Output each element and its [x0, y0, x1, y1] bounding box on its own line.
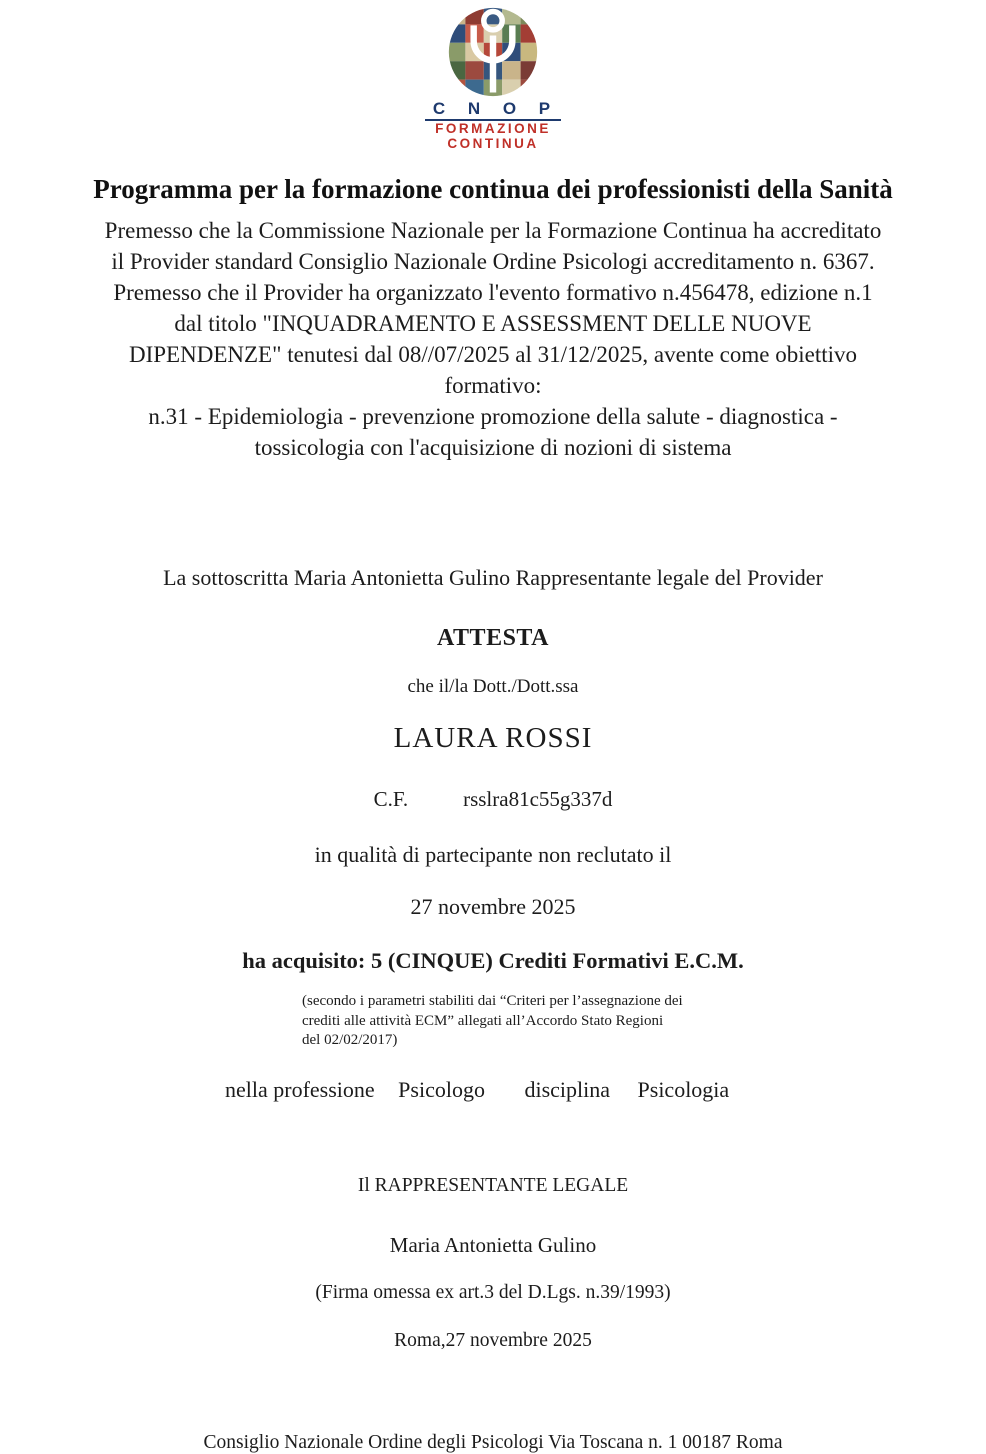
discipline-label: disciplina — [524, 1076, 611, 1102]
legal-representative-name: Maria Antonietta Gulino — [389, 1232, 597, 1257]
premise-line: formativo: — [444, 373, 542, 398]
event-date: 27 novembre 2025 — [410, 894, 576, 919]
profession-label: nella professione — [225, 1076, 375, 1102]
premise-line: DIPENDENZE" tenutesi dal 08//07/2025 al 31/12/2025, avente come obiettivo — [128, 342, 857, 367]
logo-acronym: C N O P — [425, 100, 561, 121]
premise-line: dal titolo "INQUADRAMENTO E ASSESSMENT DELLE NUOVE — [174, 311, 812, 336]
logo-formazione-label: FORMAZIONE — [435, 120, 551, 136]
attesta-heading: ATTESTA — [437, 625, 549, 651]
premise-line: Premesso che il Provider ha organizzato l'evento formativo n.456478, edizione n.1 — [113, 280, 873, 305]
objective-line: tossicologia con l'acquisizione di nozioni di sistema — [254, 435, 732, 460]
premise-line: Premesso che la Commissione Nazionale per la Formazione Continua ha accreditato — [104, 218, 882, 243]
declarant-line: La sottoscritta Maria Antonietta Gulino Rappresentante legale del Provider — [163, 565, 823, 590]
profession-value: Psicologo — [398, 1076, 485, 1102]
footer-address: Consiglio Nazionale Ordine degli Psicologi Via Toscana n. 1 00187 Roma — [203, 1431, 783, 1453]
profession-line — [225, 1077, 986, 1103]
page-title: Programma per la formazione continua dei professionisti della Sanità — [93, 174, 893, 204]
logo-acronym-wrap — [0, 98, 986, 121]
fiscal-code-line — [0, 787, 986, 812]
place-and-date: Roma,27 novembre 2025 — [394, 1329, 592, 1351]
doctor-intro-line: che il/la Dott./Dott.ssa — [407, 676, 579, 697]
cf-value: rsslra81c55g337d — [463, 787, 613, 811]
criteria-note: (secondo i parametri stabiliti dai “Criteri per l’assegnazione dei crediti alle attività ECM” allegati all’Accordo Stato Regioni del 02/02/2017) — [302, 993, 683, 1048]
legal-representative-heading: Il RAPPRESENTANTE LEGALE — [357, 1174, 629, 1196]
psi-people-collage-icon — [447, 6, 539, 98]
participant-name: LAURA ROSSI — [393, 722, 593, 754]
cf-label: C.F. — [373, 787, 409, 811]
premise-paragraph — [30, 215, 956, 463]
premise-line: il Provider standard Consiglio Nazionale Ordine Psicologi accreditamento n. 6367. — [111, 249, 875, 274]
discipline-value: Psicologia — [637, 1076, 730, 1102]
participation-line: in qualità di partecipante non reclutato il — [314, 842, 672, 867]
credits-line: ha acquisito: 5 (CINQUE) Crediti Formativi E.C.M. — [242, 948, 744, 973]
objective-line: n.31 - Epidemiologia - prevenzione promozione della salute - diagnostica - — [148, 404, 838, 429]
signature-omitted-note: (Firma omessa ex art.3 del D.Lgs. n.39/1993) — [315, 1281, 671, 1303]
logo-continua-label: CONTINUA — [447, 136, 539, 152]
cnop-logo — [0, 0, 986, 152]
